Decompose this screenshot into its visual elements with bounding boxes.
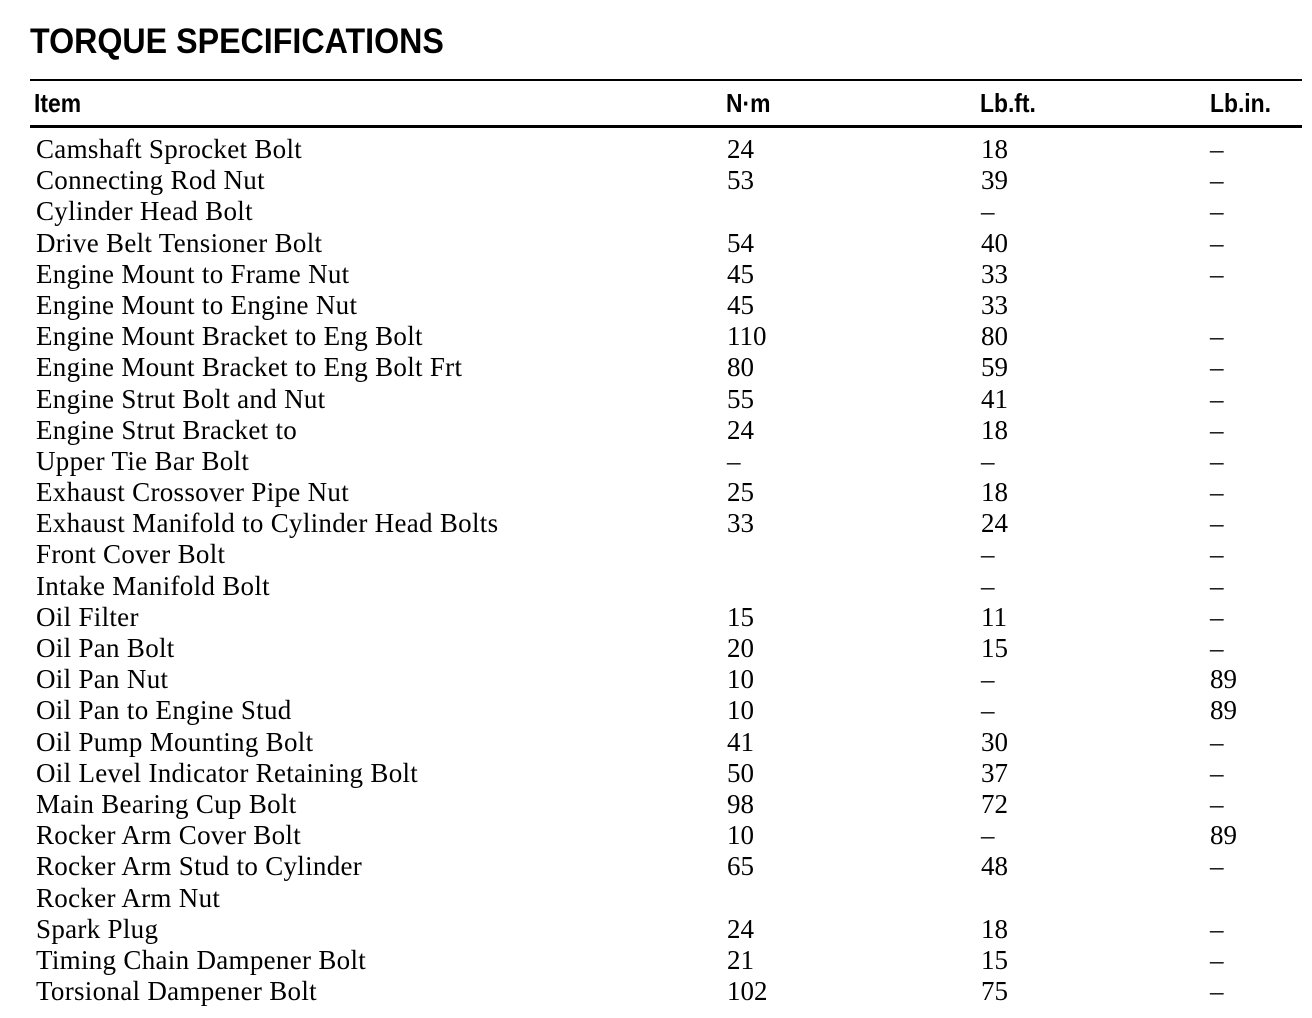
value-nm: 21 <box>727 944 754 975</box>
value-nm: 20 <box>727 633 754 663</box>
value-nm: 15 <box>727 601 754 632</box>
value-nm: 98 <box>727 788 754 819</box>
table-row <box>0 789 1312 820</box>
page-title: TORQUE SPECIFICATIONS <box>30 22 444 61</box>
value-lbft: 33 <box>981 258 1008 289</box>
value-nm: 33 <box>727 508 754 539</box>
value-lbin: 89 <box>1210 664 1237 695</box>
table-row <box>0 571 1312 602</box>
value-lbft: – <box>981 570 995 601</box>
value-lbft: – <box>981 664 995 695</box>
table-row <box>0 820 1312 851</box>
item-name: Oil Pan to Engine Stud <box>36 695 292 726</box>
table-row <box>0 539 1312 570</box>
value-lbft: 30 <box>981 726 1008 757</box>
value-lbin: – <box>1210 227 1224 258</box>
value-lbft: – <box>981 539 995 570</box>
table-row <box>0 415 1312 446</box>
item-name: Engine Strut Bracket to <box>36 414 298 445</box>
table-row <box>0 508 1312 539</box>
item-name: Camshaft Sprocket Bolt <box>36 134 303 164</box>
value-lbft: 18 <box>981 913 1008 944</box>
item-name: Exhaust Crossover Pipe Nut <box>36 477 350 508</box>
value-nm: 45 <box>727 258 754 289</box>
value-lbin: – <box>1210 383 1224 414</box>
value-lbft: 59 <box>981 352 1008 383</box>
value-lbin: – <box>1210 851 1224 882</box>
value-lbft: 24 <box>981 508 1008 539</box>
value-lbft: 41 <box>981 383 1008 414</box>
item-name: Exhaust Manifold to Cylinder Head Bolts <box>36 508 499 539</box>
value-nm: 10 <box>727 664 754 695</box>
value-nm: 50 <box>727 757 754 788</box>
item-name: Timing Chain Dampener Bolt <box>36 944 367 975</box>
table-row <box>0 883 1312 914</box>
table-row <box>0 446 1312 477</box>
value-nm: 24 <box>727 134 754 164</box>
column-header-item: Item <box>34 88 82 118</box>
value-nm: 45 <box>727 289 754 320</box>
item-name: Drive Belt Tensioner Bolt <box>36 227 323 258</box>
item-name: Rocker Arm Cover Bolt <box>36 820 302 851</box>
value-lbft: 15 <box>981 633 1008 663</box>
item-name: Torsional Dampener Bolt <box>36 976 317 1007</box>
table-row <box>0 695 1312 726</box>
value-lbin: – <box>1210 788 1224 819</box>
table-row <box>0 165 1312 196</box>
item-name: Intake Manifold Bolt <box>36 570 270 601</box>
value-nm: 10 <box>727 695 754 726</box>
value-lbin: – <box>1210 321 1224 352</box>
value-lbft: – <box>981 196 995 227</box>
value-lbft: 72 <box>981 788 1008 819</box>
value-nm: 80 <box>727 352 754 383</box>
item-name: Engine Mount Bracket to Eng Bolt <box>36 321 423 352</box>
value-lbin: – <box>1210 477 1224 508</box>
value-lbin: – <box>1210 601 1224 632</box>
value-lbin: 89 <box>1210 820 1237 851</box>
value-nm: 25 <box>727 477 754 508</box>
value-lbft: 18 <box>981 477 1008 508</box>
item-name: Main Bearing Cup Bolt <box>36 788 297 819</box>
item-name: Engine Mount to Frame Nut <box>36 258 350 289</box>
table-row <box>0 602 1312 633</box>
table-row <box>0 259 1312 290</box>
item-name: Oil Pump Mounting Bolt <box>36 726 314 757</box>
item-name: Engine Mount to Engine Nut <box>36 289 358 320</box>
torque-table-body <box>0 134 1312 1007</box>
item-name: Oil Pan Bolt <box>36 633 175 663</box>
value-nm: – <box>727 445 741 476</box>
value-lbft: 40 <box>981 227 1008 258</box>
value-lbft: 39 <box>981 165 1008 196</box>
table-row <box>0 633 1312 664</box>
value-lbin: – <box>1210 352 1224 383</box>
value-lbft: 37 <box>981 757 1008 788</box>
column-header-lbin: Lb.in. <box>1210 88 1272 118</box>
value-lbft: 18 <box>981 414 1008 445</box>
item-name: Oil Filter <box>36 601 139 632</box>
value-nm: 24 <box>727 414 754 445</box>
table-row <box>0 914 1312 945</box>
value-lbin: – <box>1210 757 1224 788</box>
item-name: Oil Pan Nut <box>36 664 169 695</box>
value-lbin: – <box>1210 258 1224 289</box>
value-lbft: – <box>981 695 995 726</box>
value-lbft: 80 <box>981 321 1008 352</box>
value-lbin: – <box>1210 726 1224 757</box>
value-lbft: 48 <box>981 851 1008 882</box>
value-nm: 54 <box>727 227 754 258</box>
header-divider <box>30 125 1302 128</box>
value-lbin: – <box>1210 633 1224 663</box>
value-lbin: – <box>1210 944 1224 975</box>
table-row <box>0 290 1312 321</box>
value-lbft: 75 <box>981 976 1008 1007</box>
value-nm: 65 <box>727 851 754 882</box>
table-row <box>0 851 1312 882</box>
value-lbft: – <box>981 445 995 476</box>
item-name: Connecting Rod Nut <box>36 165 265 196</box>
value-lbin: – <box>1210 539 1224 570</box>
value-nm: 55 <box>727 383 754 414</box>
table-row <box>0 976 1312 1007</box>
value-lbin: – <box>1210 445 1224 476</box>
item-name: Upper Tie Bar Bolt <box>36 445 250 476</box>
value-lbft: 33 <box>981 289 1008 320</box>
value-lbin: – <box>1210 913 1224 944</box>
value-lbin: 89 <box>1210 695 1237 726</box>
item-name: Rocker Arm Stud to Cylinder <box>36 851 363 882</box>
value-lbft: 15 <box>981 944 1008 975</box>
table-row <box>0 727 1312 758</box>
value-lbin: – <box>1210 165 1224 196</box>
item-name: Cylinder Head Bolt <box>36 196 253 227</box>
value-lbft: 11 <box>981 601 1007 632</box>
item-name: Rocker Arm Nut <box>36 882 221 913</box>
column-header-lbft: Lb.ft. <box>980 88 1036 118</box>
value-lbin: – <box>1210 196 1224 227</box>
title-divider <box>30 79 1302 81</box>
table-row <box>0 352 1312 383</box>
table-row <box>0 758 1312 789</box>
item-name: Engine Strut Bolt and Nut <box>36 383 326 414</box>
table-row <box>0 384 1312 415</box>
value-lbft: 18 <box>981 134 1008 164</box>
value-lbin: – <box>1210 976 1224 1007</box>
value-nm: 24 <box>727 913 754 944</box>
table-row <box>0 228 1312 259</box>
value-nm: 53 <box>727 165 754 196</box>
item-name: Engine Mount Bracket to Eng Bolt Frt <box>36 352 463 383</box>
column-header-nm: N·m <box>726 88 771 118</box>
table-row <box>0 134 1312 165</box>
value-lbin: – <box>1210 414 1224 445</box>
table-row <box>0 196 1312 227</box>
value-lbin: – <box>1210 508 1224 539</box>
table-row <box>0 477 1312 508</box>
table-row <box>0 321 1312 352</box>
item-name: Front Cover Bolt <box>36 539 226 570</box>
table-row <box>0 945 1312 976</box>
value-lbin: – <box>1210 134 1224 164</box>
value-nm: 10 <box>727 820 754 851</box>
item-name: Oil Level Indicator Retaining Bolt <box>36 757 419 788</box>
value-nm: 110 <box>727 321 767 352</box>
value-lbft: – <box>981 820 995 851</box>
value-lbin: – <box>1210 570 1224 601</box>
value-nm: 41 <box>727 726 754 757</box>
value-nm: 102 <box>727 976 768 1007</box>
item-name: Spark Plug <box>36 913 159 944</box>
table-row <box>0 664 1312 695</box>
